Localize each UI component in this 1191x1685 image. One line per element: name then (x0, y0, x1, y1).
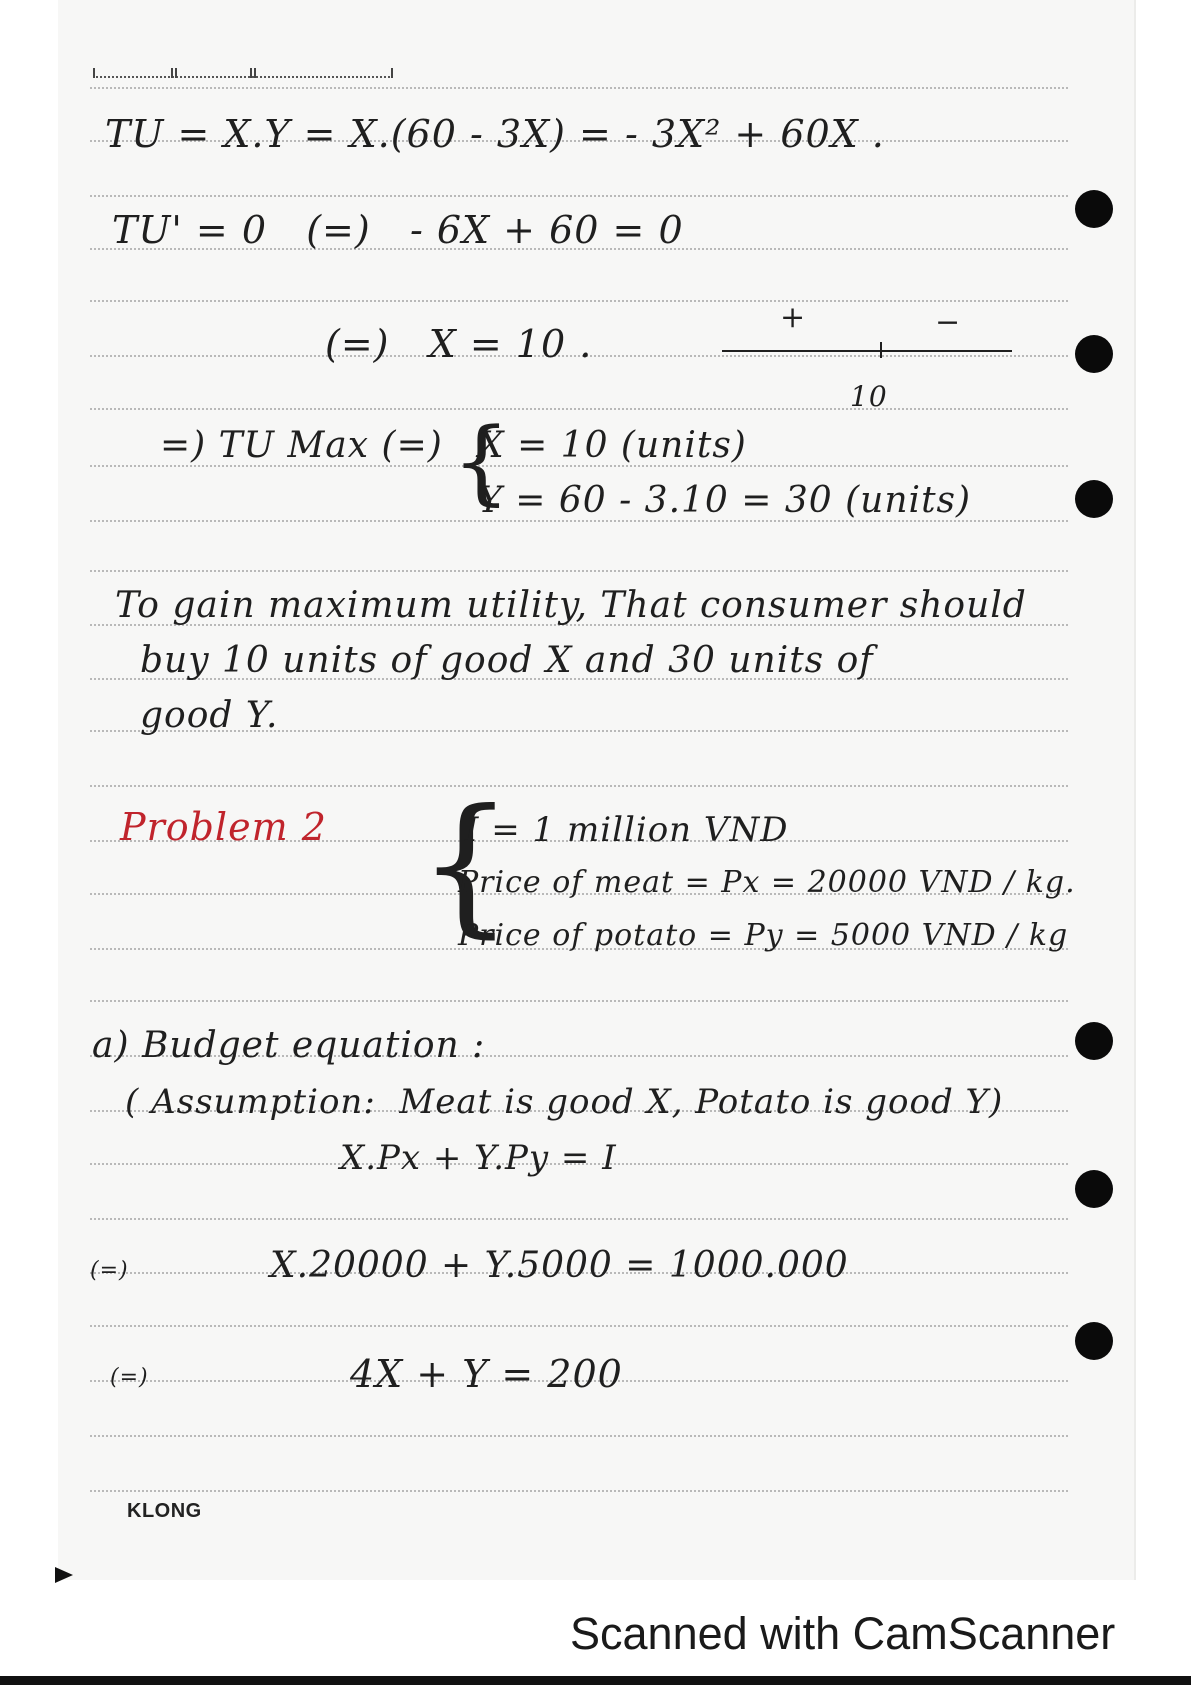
given-income: I = 1 million VND (465, 810, 789, 850)
ruled-line (90, 300, 1068, 302)
conclusion-line-1: To gain maximum utility, That consumer should (115, 585, 1027, 626)
x-units: X = 10 (units) (478, 425, 747, 466)
ruled-line (90, 1325, 1068, 1327)
tu-derivative-equation: TU' = 0 (=) - 6X + 60 = 0 (112, 208, 684, 252)
sign-chart-line (722, 350, 1012, 352)
sign-chart-tick (880, 342, 882, 358)
budget-equation-simplified: 4X + Y = 200 (350, 1352, 623, 1396)
binder-hole (1075, 1322, 1113, 1360)
equiv-symbol: (=) (110, 1365, 149, 1390)
conclusion-line-3: good Y. (140, 695, 279, 736)
equiv-symbol: (=) (90, 1258, 129, 1283)
ruled-line (90, 1490, 1068, 1492)
header-marks (93, 58, 393, 78)
conclusion-line-2: buy 10 units of good X and 30 units of (140, 640, 874, 681)
sign-plus: + (780, 300, 807, 335)
system-brace: { (452, 408, 511, 515)
tu-equation: TU = X.Y = X.(60 - 3X) = - 3X² + 60X . (105, 112, 885, 156)
corner-marker (55, 1567, 73, 1583)
notebook-brand-logo: KLONG (127, 1500, 202, 1522)
given-brace: { (418, 778, 514, 952)
ruled-line (90, 1000, 1068, 1002)
binder-hole (1075, 1170, 1113, 1208)
given-price-meat: Price of meat = Px = 20000 VND / kg. (458, 865, 1076, 900)
assumption-line: ( Assumption: Meat is good X, Potato is good Y) (125, 1082, 1004, 1122)
budget-equation-numeric: X.20000 + Y.5000 = 1000.000 (270, 1245, 849, 1286)
ruled-line (90, 408, 1068, 410)
ruled-line (90, 195, 1068, 197)
given-price-potato: Price of potato = Py = 5000 VND / kg (458, 918, 1069, 953)
binder-hole (1075, 335, 1113, 373)
ruled-line (90, 1218, 1068, 1220)
binder-hole (1075, 1022, 1113, 1060)
sign-minus: − (935, 305, 962, 340)
x-solution: (=) X = 10 . (325, 322, 593, 366)
ruled-line (90, 1435, 1068, 1437)
ruled-line (90, 87, 1068, 89)
tu-max-lead: =) TU Max (=) (160, 425, 443, 466)
camscanner-watermark: Scanned with CamScanner (570, 1608, 1116, 1659)
budget-equation: X.Px + Y.Py = I (340, 1138, 617, 1178)
problem-2-heading: Problem 2 (120, 805, 327, 849)
ruled-line (90, 785, 1068, 787)
sign-chart-value: 10 (850, 380, 888, 413)
ruled-line (90, 570, 1068, 572)
y-units: Y = 60 - 3.10 = 30 (units) (478, 480, 972, 521)
part-a-heading: a) Budget equation : (92, 1025, 486, 1066)
binder-hole (1075, 190, 1113, 228)
bottom-bar (0, 1676, 1191, 1685)
binder-hole (1075, 480, 1113, 518)
